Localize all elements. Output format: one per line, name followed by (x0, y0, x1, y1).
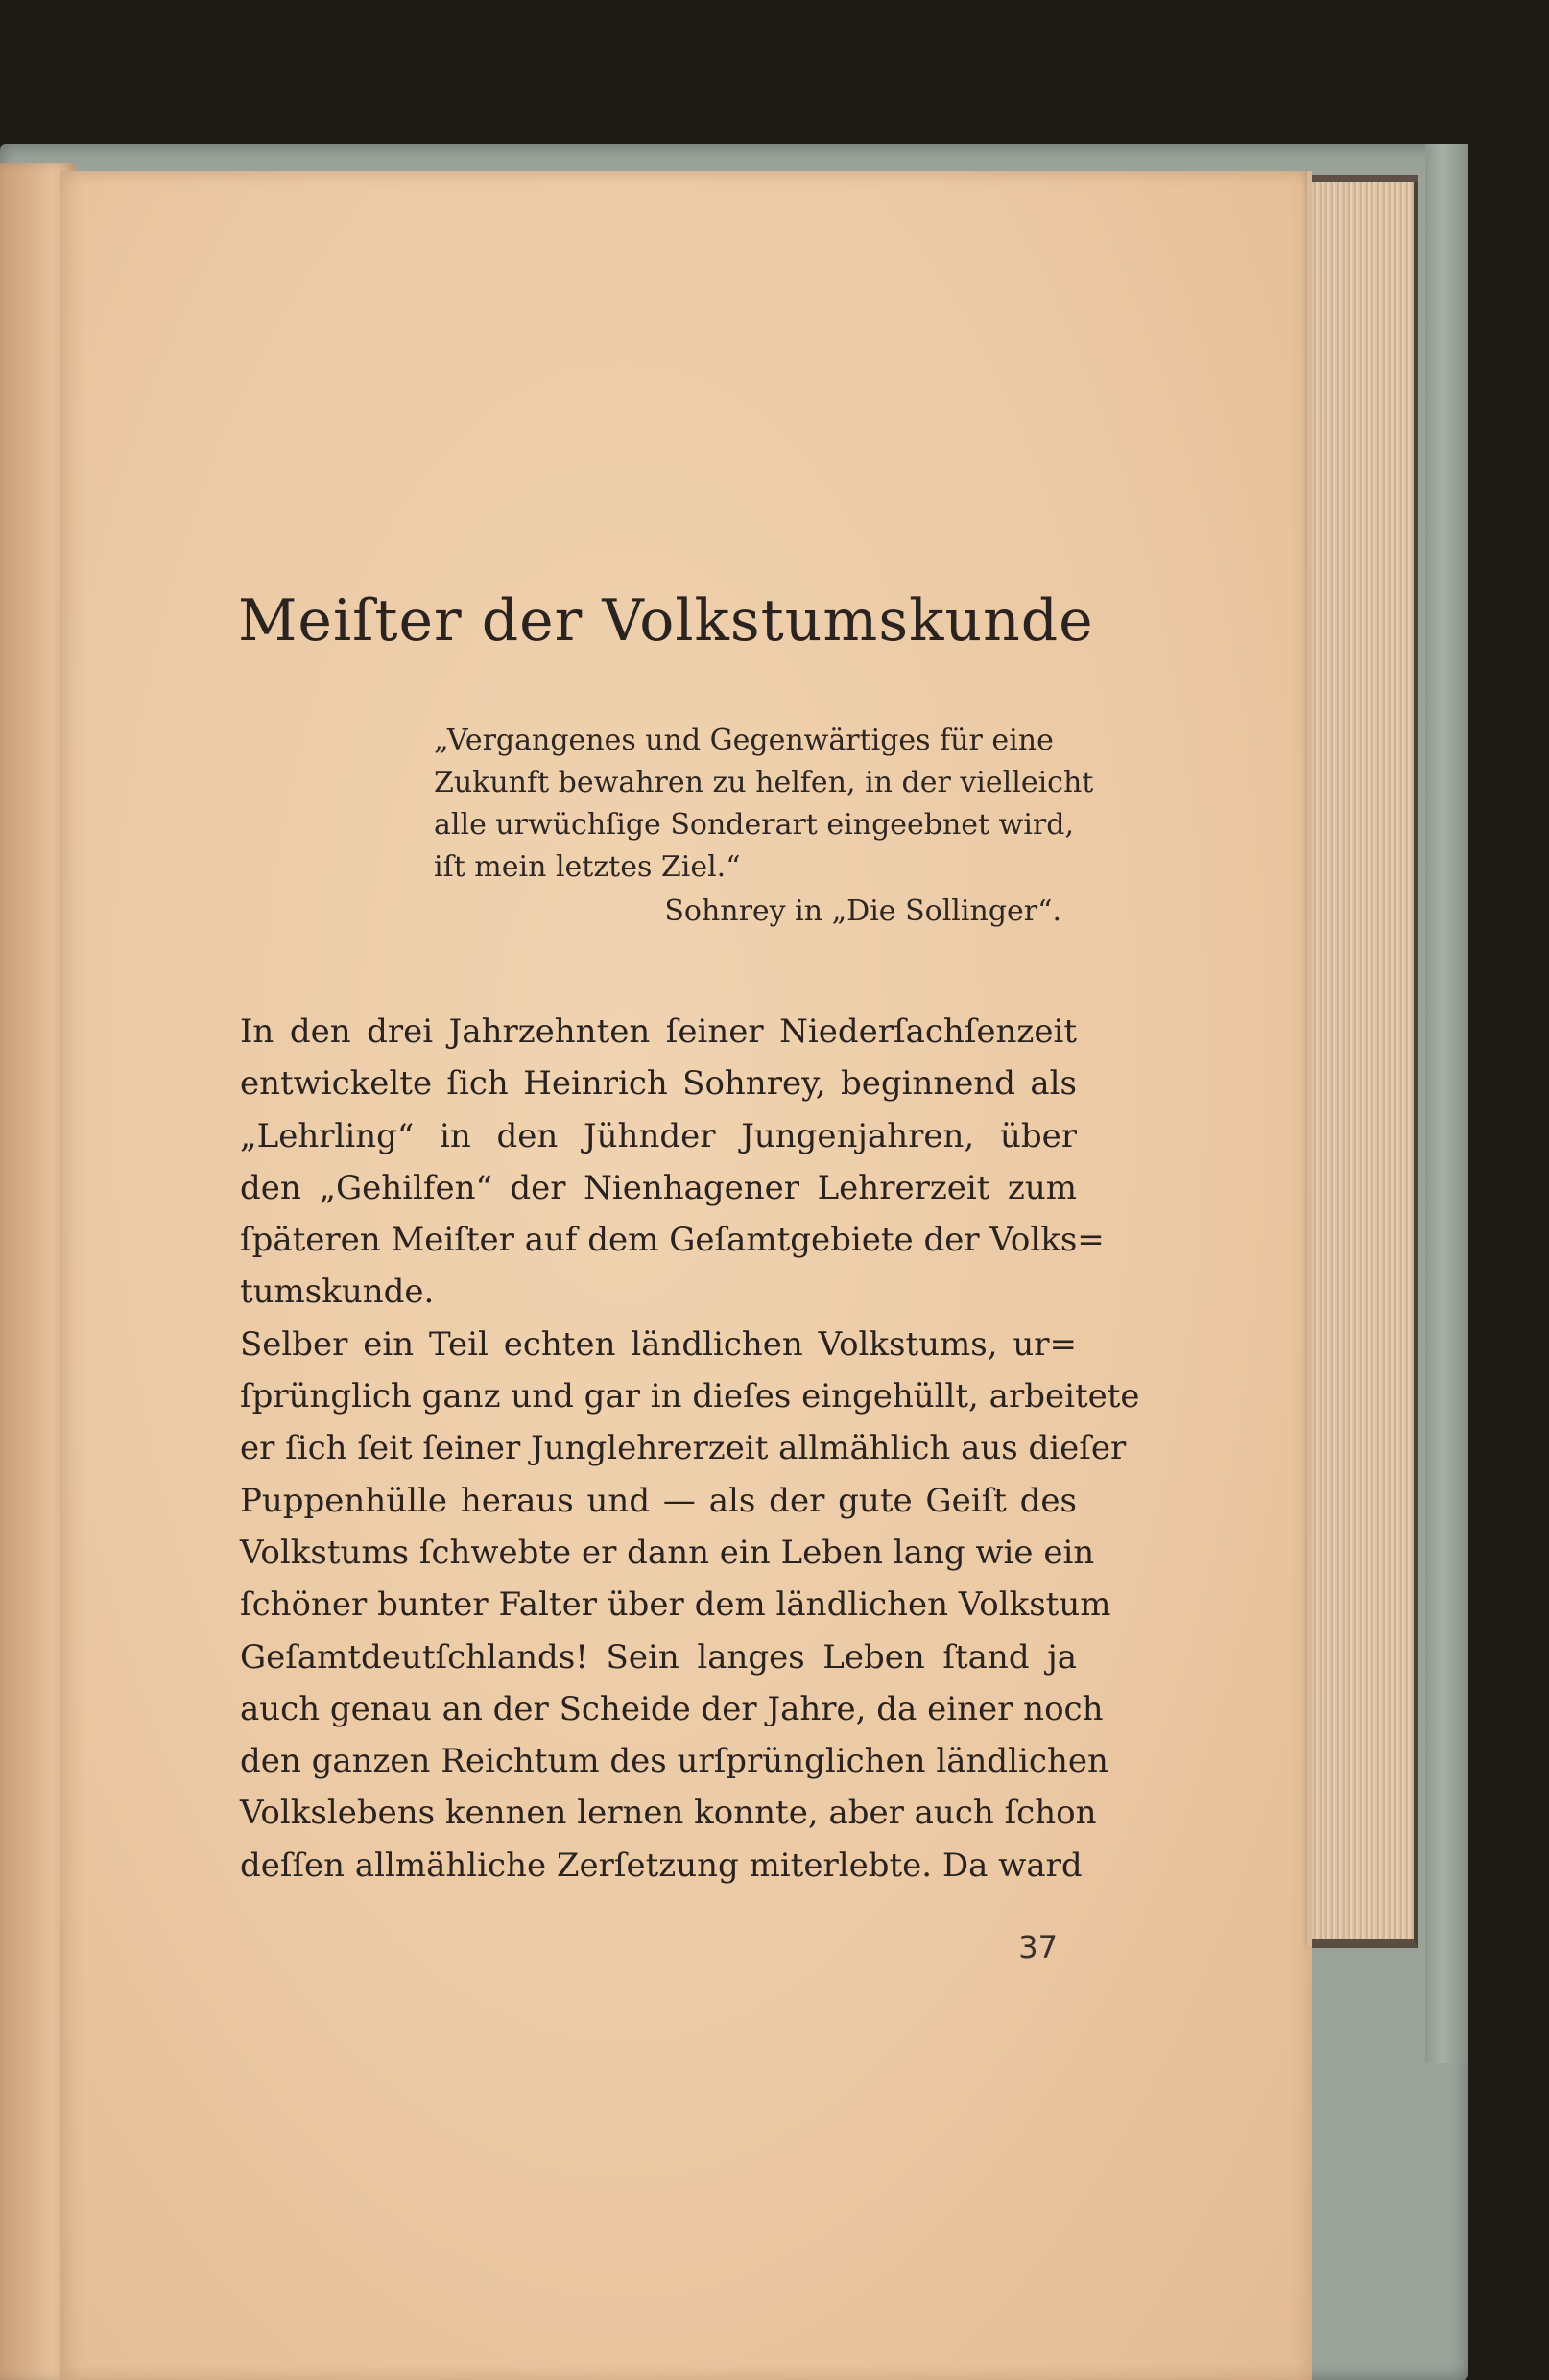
body-line: Volkslebens kennen lernen konnte, aber auch ſchon (240, 1794, 1097, 1833)
body-line: entwickelte ſich Heinrich Sohnrey, beginnend als (240, 1064, 1077, 1104)
body-text (240, 1006, 1140, 1892)
epigraph-line: „Vergangenes und Gegenwärtiges für eine (434, 724, 1054, 757)
body-line: Geſamtdeutſchlands! Sein langes Leben ſtand ja (240, 1637, 1077, 1677)
body-line: Puppenhülle heraus und — als der gute Geiſt des (240, 1481, 1077, 1520)
body-line: ſchöner bunter Falter über dem ländlichen Volkstum (240, 1585, 1111, 1625)
body-line: auch genau an der Scheide der Jahre, da einer noch (240, 1689, 1104, 1728)
body-line: Volkstums ſchwebte er dann ein Leben lang wie ein (240, 1533, 1095, 1572)
body-line: „Lehrling“ in den Jühnder Jungenjahren, über (240, 1116, 1077, 1155)
body-line: deſſen allmähliche Zerſetzung miterlebte. Da ward (240, 1845, 1083, 1885)
page-stack-edges (1312, 182, 1418, 1948)
epigraph-line: alle urwüchſige Sonderart eingeebnet wird, (434, 808, 1075, 842)
body-line: Selber ein Teil echten ländlichen Volkstums, ur= (240, 1324, 1077, 1364)
page-number: 37 (1018, 1929, 1058, 1965)
cover-edge (1425, 144, 1468, 2063)
epigraph-attribution: Sohnrey in „Die Sollinger“. (664, 894, 1061, 928)
body-line: ſprünglich ganz und gar in dieſes eingehüllt, arbeitete (240, 1377, 1140, 1416)
body-line: ſpäteren Meiſter auf dem Geſamtgebiete der Volks= (240, 1221, 1105, 1260)
body-line: er ſich ſeit ſeiner Junglehrerzeit allmählich aus dieſer (240, 1429, 1127, 1468)
body-line: tumskunde. (240, 1273, 435, 1312)
body-line: In den drei Jahrzehnten ſeiner Niederſachſenzeit (240, 1012, 1077, 1051)
chapter-heading: Meiſter der Volkstumskunde (238, 587, 1094, 654)
body-line: den „Gehilfen“ der Nienhagener Lehrerzeit zum (240, 1168, 1077, 1207)
epigraph (434, 720, 1094, 933)
epigraph-line: Zukunft bewahren zu helfen, in der vielleicht (434, 766, 1094, 799)
body-line: den ganzen Reichtum des urſprünglichen ländlichen (240, 1742, 1108, 1781)
epigraph-line: iſt mein letztes Ziel.“ (434, 850, 741, 884)
